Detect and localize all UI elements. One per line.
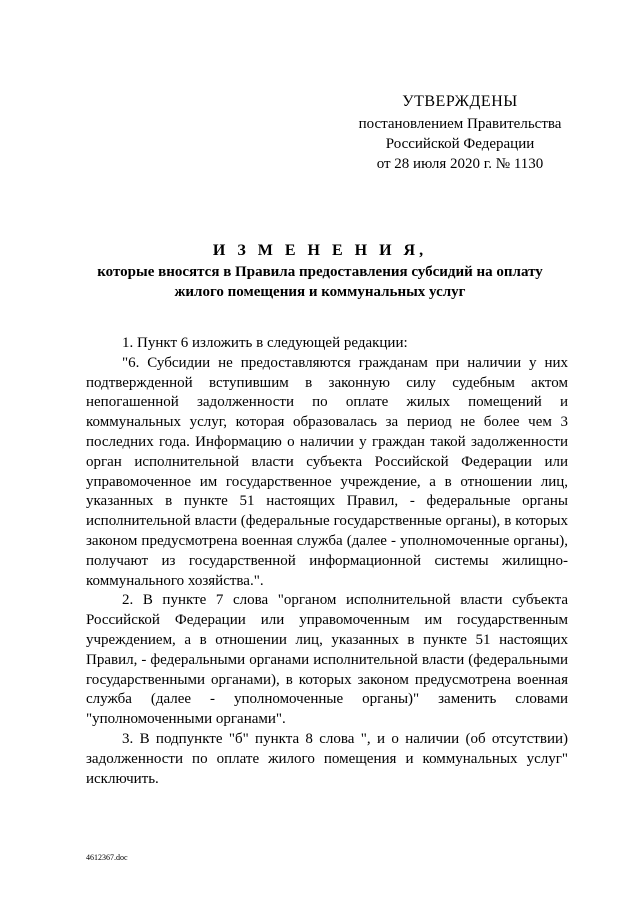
approval-block	[330, 92, 590, 174]
paragraph-item-1-text: "6. Субсидии не предоставляются гражданам при наличии у них подтвержденной вступившим в законную силу судебным актом непогашенной задолженности по оплате жилых помещений и коммунальных услуг, которая образовалась за период не более чем 3 последних года. Информацию о наличии у граждан такой задолженности орган исполнительной власти субъекта Российской Федерации или управомоченное им государственное учреждение, а в отношении лиц, указанных в пункте 51 настоящих Правил, - федеральные органы исполнительной власти (федеральные государственные органы), в которых законом предусмотрена военная служба (далее - уполномоченные органы), получают из государственной информационной системы жилищно-коммунального хозяйства.".	[86, 354, 568, 589]
document-file-code: 4612367.doc	[86, 853, 128, 862]
document-title: И З М Е Н Е Н И Я,	[212, 242, 428, 259]
document-subtitle-line-2: жилого помещения и коммунальных услуг	[174, 284, 466, 300]
approval-line-decree: постановлением Правительства	[358, 116, 562, 132]
document-title-block	[70, 240, 570, 302]
paragraph-item-2: 2. В пункте 7 слова "органом исполнительной власти субъекта Российской Федерации или управомоченным им государственным учреждением, а в отношении лиц, указанных в пункте 51 настоящих Правил, - федеральными органами исполнительной власти (федеральными государственными органами), в которых законом предусмотрена военная служба (далее - уполномоченные органы)" заменить словами "уполномоченными органами".	[86, 592, 568, 728]
approval-heading: УТВЕРЖДЕНЫ	[402, 93, 518, 110]
paragraph-item-3: 3. В подпункте "б" пункта 8 слова ", и о наличии (об отсутствии) задолженности по оплате жилого помещения и коммунальных услуг" исключить.	[86, 730, 568, 787]
document-subtitle-line-1: которые вносятся в Правила предоставления субсидий на оплату	[97, 264, 543, 280]
paragraph-item-1: 1. Пункт 6 изложить в следующей редакции:	[122, 335, 408, 351]
approval-line-government: Российской Федерации	[385, 136, 535, 152]
document-body	[86, 334, 568, 789]
approval-line-date-number: от 28 июля 2020 г. № 1130	[376, 156, 544, 172]
